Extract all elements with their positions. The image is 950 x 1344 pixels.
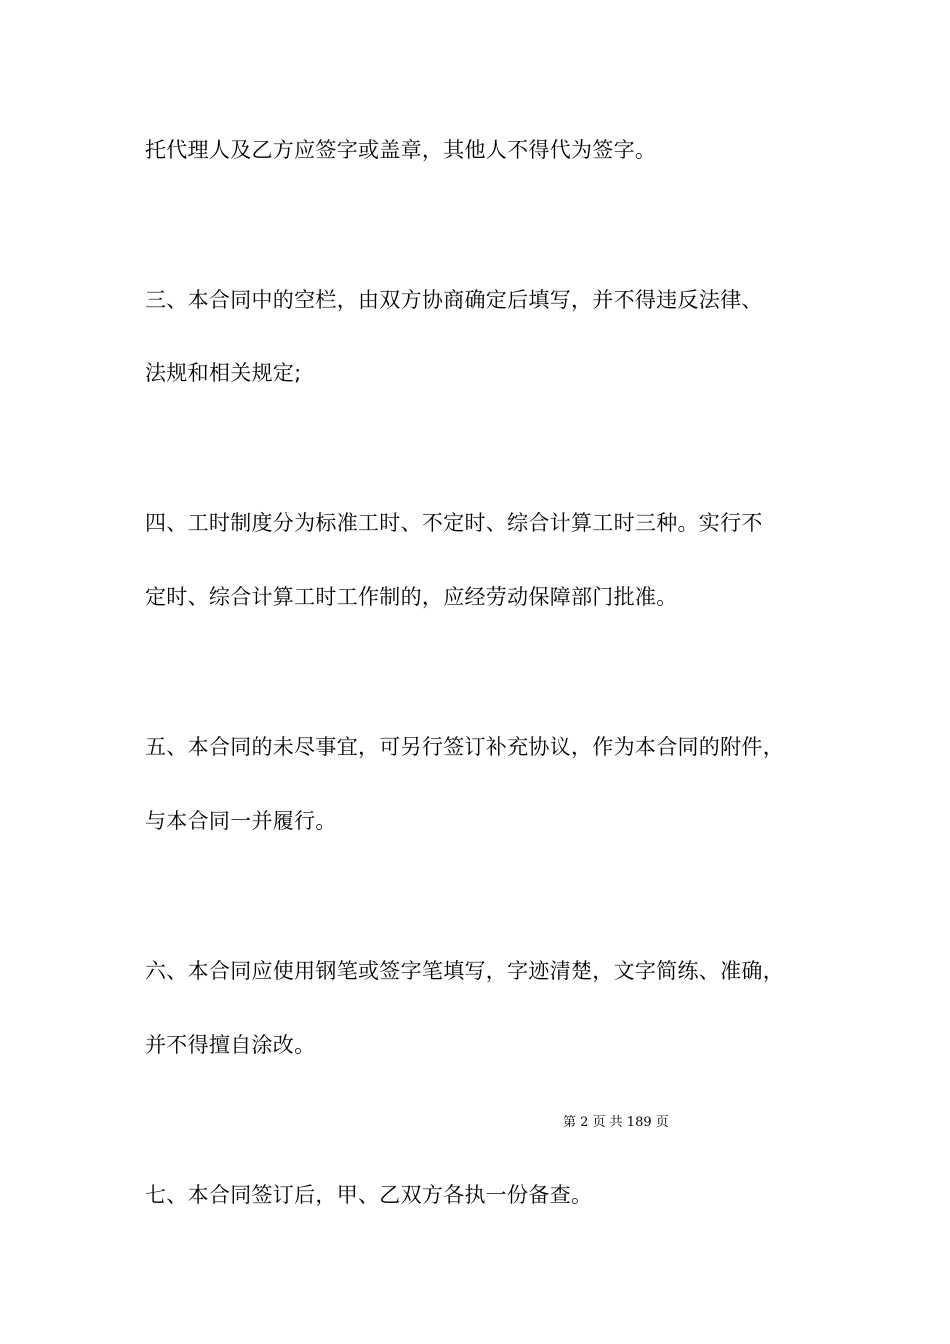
clause-seven-line-1: 七、本合同签订后，甲、乙双方各执一份备查。 xyxy=(145,1183,593,1207)
clause-six-line-2: 并不得擅自涂改。 xyxy=(145,1033,316,1057)
text-line-agent-signature: 托代理人及乙方应签字或盖章，其他人不得代为签字。 xyxy=(145,138,657,162)
clause-five-line-2: 与本合同一并履行。 xyxy=(145,809,337,833)
clause-six-line-1: 六、本合同应使用钢笔或签字笔填写，字迹清楚，文字简练、准确， xyxy=(145,959,784,983)
page-number-footer: 第 2 页 共 189 页 xyxy=(563,1115,669,1130)
clause-three-line-2: 法规和相关规定; xyxy=(145,361,302,385)
clause-three-line-1: 三、本合同中的空栏，由双方协商确定后填写，并不得违反法律、 xyxy=(145,288,763,312)
clause-four-line-1: 四、工时制度分为标准工时、不定时、综合计算工时三种。实行不 xyxy=(145,511,763,535)
clause-five-line-1: 五、本合同的未尽事宜，可另行签订补充协议，作为本合同的附件， xyxy=(145,735,784,759)
clause-four-line-2: 定时、综合计算工时工作制的，应经劳动保障部门批准。 xyxy=(145,585,678,609)
